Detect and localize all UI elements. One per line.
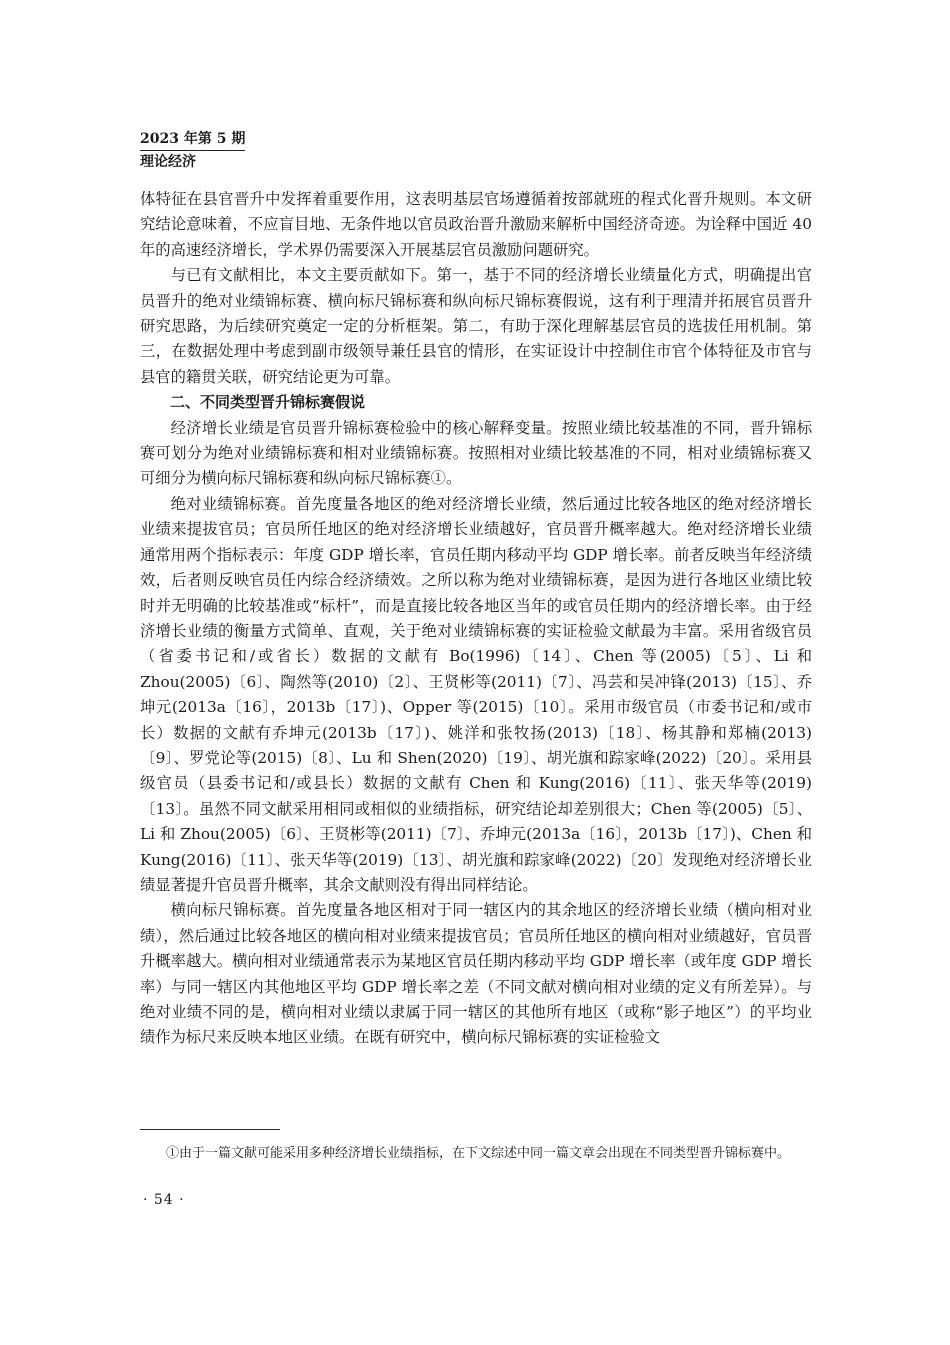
footnote: ①由于一篇文献可能采用多种经济增长业绩指标，在下文综述中同一篇文章会出现在不同类型晋升锦标赛中。 xyxy=(166,1146,791,1161)
paragraph-continued: 体特征在县官晋升中发挥着重要作用，这表明基层官场遵循着按部就班的程式化晋升规则。本文研究结论意味着，不应盲目地、无条件地以官员政治晋升激励来解析中国经济奇迹。为诠释中国近 40 年的高速经济增长，学术界仍需要深入开展基层官员激励问题研究。 xyxy=(140,190,812,259)
footnote-divider xyxy=(140,1129,280,1130)
page-number: · 54 · xyxy=(143,1192,185,1208)
article-body xyxy=(140,187,812,1051)
journal-section: 理论经济 xyxy=(140,154,196,170)
section-heading: 二、不同类型晋升锦标赛假说 xyxy=(170,393,366,412)
paragraph-intro: 经济增长业绩是官员晋升锦标赛检验中的核心解释变量。按照业绩比较基准的不同，晋升锦标赛可划分为绝对业绩锦标赛和相对业绩锦标赛。按照相对业绩比较基准的不同，相对业绩锦标赛又可细分为横向标尺锦标赛和纵向标尺锦标赛①。 xyxy=(140,418,812,488)
paragraph-contributions: 与已有文献相比，本文主要贡献如下。第一，基于不同的经济增长业绩量化方式，明确提出官员晋升的绝对业绩锦标赛、横向标尺锦标赛和纵向标尺锦标赛假说，这有利于理清并拓展官员晋升研究思路，为后续研究奠定一定的分析框架。第二，有助于深化理解基层官员的选拔任用机制。第三，在数据处理中考虑到副市级领导兼任县官的情形，在实证设计中控制住市官个体特征及市官与县官的籍贯关联，研究结论更为可靠。 xyxy=(140,266,812,386)
paragraph-horizontal-tournament: 横向标尺锦标赛。首先度量各地区相对于同一辖区内的其余地区的经济增长业绩（横向相对业绩），然后通过比较各地区的横向相对业绩来提拔官员；官员所任地区的横向相对业绩越好，官员晋升概率越大。横向相对业绩通常表示为某地区官员任期内移动平均 GDP 增长率（或年度 GDP 增长率）与同一辖区内其他地区平均 GDP 增长率之差（不同文献对横向相对业绩的定义有所差异）。与绝对业绩不同的是，横向相对业绩以隶属于同一辖区的其他所有地区（或称“影子地区”）的平均业绩作为标尺来反映本地区业绩。在既有研究中，横向标尺锦标赛的实证检验文 xyxy=(140,901,812,1047)
paragraph-absolute-tournament: 绝对业绩锦标赛。首先度量各地区的绝对经济增长业绩，然后通过比较各地区的绝对经济增长业绩来提拔官员；官员所任地区的绝对经济增长业绩越好，官员晋升概率越大。绝对经济增长业绩通常用两个指标表示：年度 GDP 增长率，官员任期内移动平均 GDP 增长率。前者反映当年经济绩效，后者则反映官员任内综合经济绩效。之所以称为绝对业绩锦标赛，是因为进行各地区业绩比较时并无明确的比较基准或“标杆”，而是直接比较各地区当年的或官员任期内的经济增长率。由于经济增长业绩的衡量方式简单、直观，关于绝对业绩锦标赛的实证检验文献最为丰富。采用省级官员（省委书记和/或省长）数据的文献有 Bo(1996)〔14〕、Chen 等(2005)〔5〕、Li 和 Zhou(2005)〔6〕、陶然等(2010)〔2〕、王贤彬等(2011)〔7〕、冯芸和吴冲锋(2013)〔15〕、乔坤元(2013a〔16〕，2013b〔17〕)、Opper 等(2015)〔10〕。采用市级官员（市委书记和/或市长）数据的文献有乔坤元(2013b〔17〕)、姚洋和张牧扬(2013)〔18〕、杨其静和郑楠(2013)〔9〕、罗党论等(2015)〔8〕、Lu 和 Shen(2020)〔19〕、胡光旗和踪家峰(2022)〔20〕。采用县级官员（县委书记和/或县长）数据的文献有 Chen 和 Kung(2016)〔11〕、张天华等(2019)〔13〕。虽然不同文献采用相同或相似的业绩指标，研究结论却差别很大；Chen 等(2005)〔5〕、Li 和 Zhou(2005)〔6〕、王贤彬等(2011)〔7〕、乔坤元(2013a〔16〕，2013b〔17〕)、Chen 和 Kung(2016)〔11〕、张天华等(2019)〔13〕、胡光旗和踪家峰(2022)〔20〕发现绝对经济增长业绩显著提升官员晋升概率，其余文献则没有得出同样结论。 xyxy=(140,494,812,894)
running-header xyxy=(140,128,245,173)
journal-issue: 2023 年第 5 期 xyxy=(140,129,245,151)
